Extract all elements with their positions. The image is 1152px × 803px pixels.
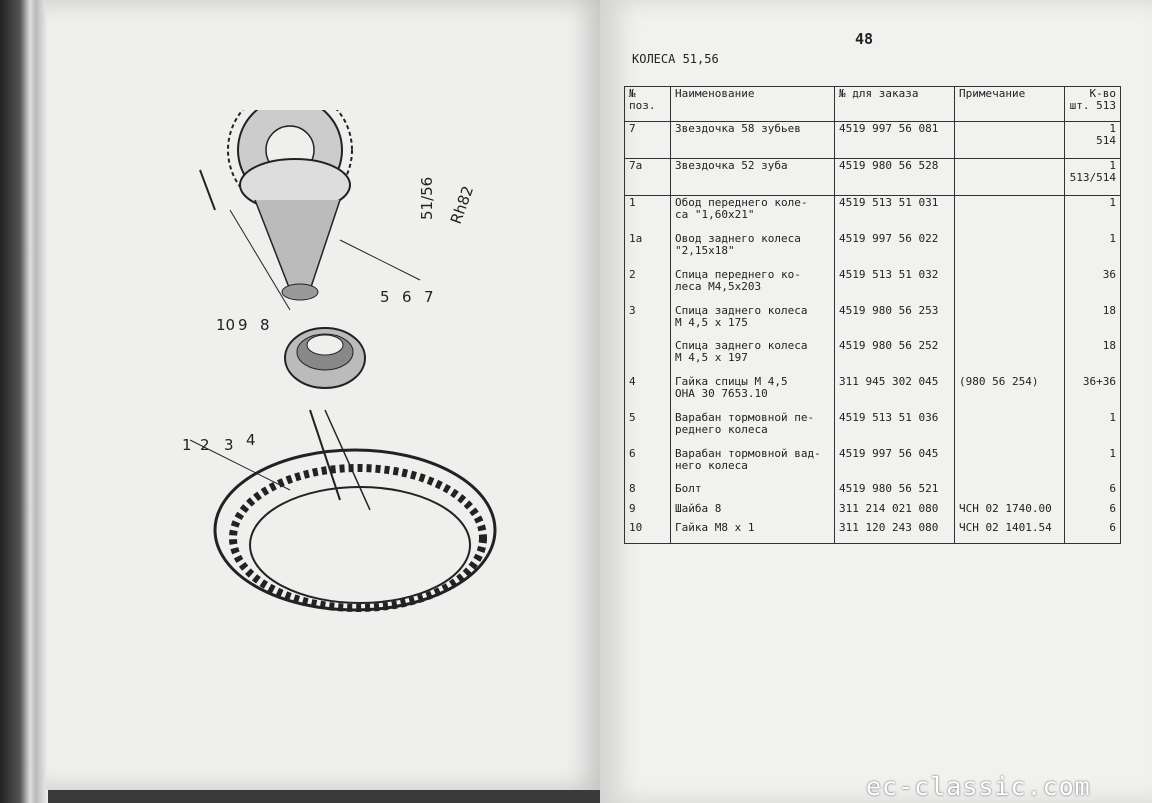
cell-order: 4519 513 51 032	[835, 268, 955, 304]
header-pos: № поз.	[625, 87, 671, 122]
empty-cell	[625, 540, 671, 544]
cell-order: 311 120 243 080	[835, 521, 955, 540]
cell-note	[955, 268, 1065, 304]
drawing-label-10: 10	[216, 316, 236, 334]
cell-note	[955, 339, 1065, 375]
wheel-exploded-drawing	[170, 110, 500, 630]
table-row	[625, 159, 1121, 196]
cell-name: Звездочка 58 зубьев	[671, 122, 835, 159]
cell-note	[955, 232, 1065, 268]
cell-note: ЧСН 02 1401.54	[955, 521, 1065, 540]
cell-pos	[625, 339, 671, 375]
header-note: Примечание	[955, 87, 1065, 122]
cell-order: 4519 997 56 081	[835, 122, 955, 159]
cell-note: (980 56 254)	[955, 375, 1065, 411]
brake-drum-drawing	[240, 159, 350, 300]
cell-note	[955, 411, 1065, 447]
cell-order: 4519 980 56 252	[835, 339, 955, 375]
empty-cell	[955, 540, 1065, 544]
cell-qty: 18	[1065, 339, 1121, 375]
cell-name: Шайба 8	[671, 502, 835, 521]
cell-pos: 7	[625, 122, 671, 159]
cell-order: 4519 980 56 528	[835, 159, 955, 196]
cell-qty: 1	[1065, 196, 1121, 232]
cell-name: Овод заднего колеса "2,15x18"	[671, 232, 835, 268]
drawing-label-4: 4	[246, 431, 256, 449]
table-row	[625, 232, 1121, 268]
cell-note	[955, 159, 1065, 196]
cell-qty: 1 513/514	[1065, 159, 1121, 196]
cell-note	[955, 304, 1065, 340]
cell-qty: 36+36	[1065, 375, 1121, 411]
cell-pos: 8	[625, 482, 671, 501]
cell-pos: 1	[625, 196, 671, 232]
watermark: ec-classic.com	[866, 772, 1091, 801]
cell-note	[955, 196, 1065, 232]
header-name: Наименование	[671, 87, 835, 122]
cell-order: 4519 980 56 521	[835, 482, 955, 501]
drawing-label-5: 5	[380, 288, 390, 306]
header-order: № для заказа	[835, 87, 955, 122]
cell-qty: 18	[1065, 304, 1121, 340]
cell-order: 4519 997 56 022	[835, 232, 955, 268]
cell-qty: 6	[1065, 502, 1121, 521]
empty-cell	[835, 540, 955, 544]
cell-pos: 10	[625, 521, 671, 540]
table-row	[625, 482, 1121, 501]
cell-pos: 7а	[625, 159, 671, 196]
cell-order: 4519 997 56 045	[835, 447, 955, 483]
cell-name: Спица заднего колеса М 4,5 х 197	[671, 339, 835, 375]
drawing-label-7: 7	[424, 288, 434, 306]
parts-table	[624, 86, 1121, 544]
cell-qty: 6	[1065, 482, 1121, 501]
cell-pos: 6	[625, 447, 671, 483]
cell-qty: 1 514	[1065, 122, 1121, 159]
cell-pos: 1а	[625, 232, 671, 268]
cell-order: 4519 513 51 031	[835, 196, 955, 232]
drawing-label-8: 8	[260, 316, 270, 334]
cell-name: Варабан тормовной вад- него колеса	[671, 447, 835, 483]
cell-name: Спица заднего колеса М 4,5 х 175	[671, 304, 835, 340]
cell-qty: 1	[1065, 232, 1121, 268]
cell-qty: 1	[1065, 411, 1121, 447]
cell-note: ЧСН 02 1740.00	[955, 502, 1065, 521]
table-row	[625, 411, 1121, 447]
table-empty-area	[625, 540, 1121, 544]
cell-name: Обод переднего коле- са "1,60x21"	[671, 196, 835, 232]
cell-name: Гайка М8 х 1	[671, 521, 835, 540]
empty-cell	[1065, 540, 1121, 544]
cell-name: Варабан тормовной пе- реднего колеса	[671, 411, 835, 447]
table-row	[625, 447, 1121, 483]
header-qty: К-во шт. 513	[1065, 87, 1121, 122]
cell-qty: 1	[1065, 447, 1121, 483]
cell-note	[955, 447, 1065, 483]
drawing-label-9: 9	[238, 316, 248, 334]
cell-order: 4519 513 51 036	[835, 411, 955, 447]
cell-pos: 2	[625, 268, 671, 304]
cell-note	[955, 122, 1065, 159]
cell-note	[955, 482, 1065, 501]
table-row	[625, 521, 1121, 540]
section-title: КОЛЕСА 51,56	[632, 52, 719, 66]
drawing-label-6: 6	[402, 288, 412, 306]
cell-qty: 36	[1065, 268, 1121, 304]
cell-pos: 4	[625, 375, 671, 411]
drawing-stamp: 51/56	[418, 176, 436, 220]
table-row	[625, 502, 1121, 521]
parts-table-header	[625, 87, 1121, 122]
table-row	[625, 304, 1121, 340]
table-row	[625, 375, 1121, 411]
table-row	[625, 268, 1121, 304]
cell-name: Звездочка 52 зуба	[671, 159, 835, 196]
cell-name: Спица переднего ко- леса М4,5x203	[671, 268, 835, 304]
cell-qty: 6	[1065, 521, 1121, 540]
drawing-signature: Rh82	[446, 183, 478, 227]
table-row	[625, 122, 1121, 159]
book-spine	[0, 0, 48, 803]
cell-order: 311 945 302 045	[835, 375, 955, 411]
drawing-label-2: 2	[200, 436, 210, 454]
cell-name: Гайка спицы М 4,5 ОНА 30 7653.10	[671, 375, 835, 411]
cell-pos: 9	[625, 502, 671, 521]
cell-order: 311 214 021 080	[835, 502, 955, 521]
empty-cell	[671, 540, 835, 544]
drawing-label-1: 1	[182, 436, 192, 454]
page-number: 48	[855, 30, 874, 48]
table-row	[625, 339, 1121, 375]
cell-pos: 3	[625, 304, 671, 340]
cell-pos: 5	[625, 411, 671, 447]
front-hub-drawing	[285, 328, 365, 388]
drawing-label-3: 3	[224, 436, 234, 454]
cell-name: Болт	[671, 482, 835, 501]
table-row	[625, 196, 1121, 232]
cell-order: 4519 980 56 253	[835, 304, 955, 340]
